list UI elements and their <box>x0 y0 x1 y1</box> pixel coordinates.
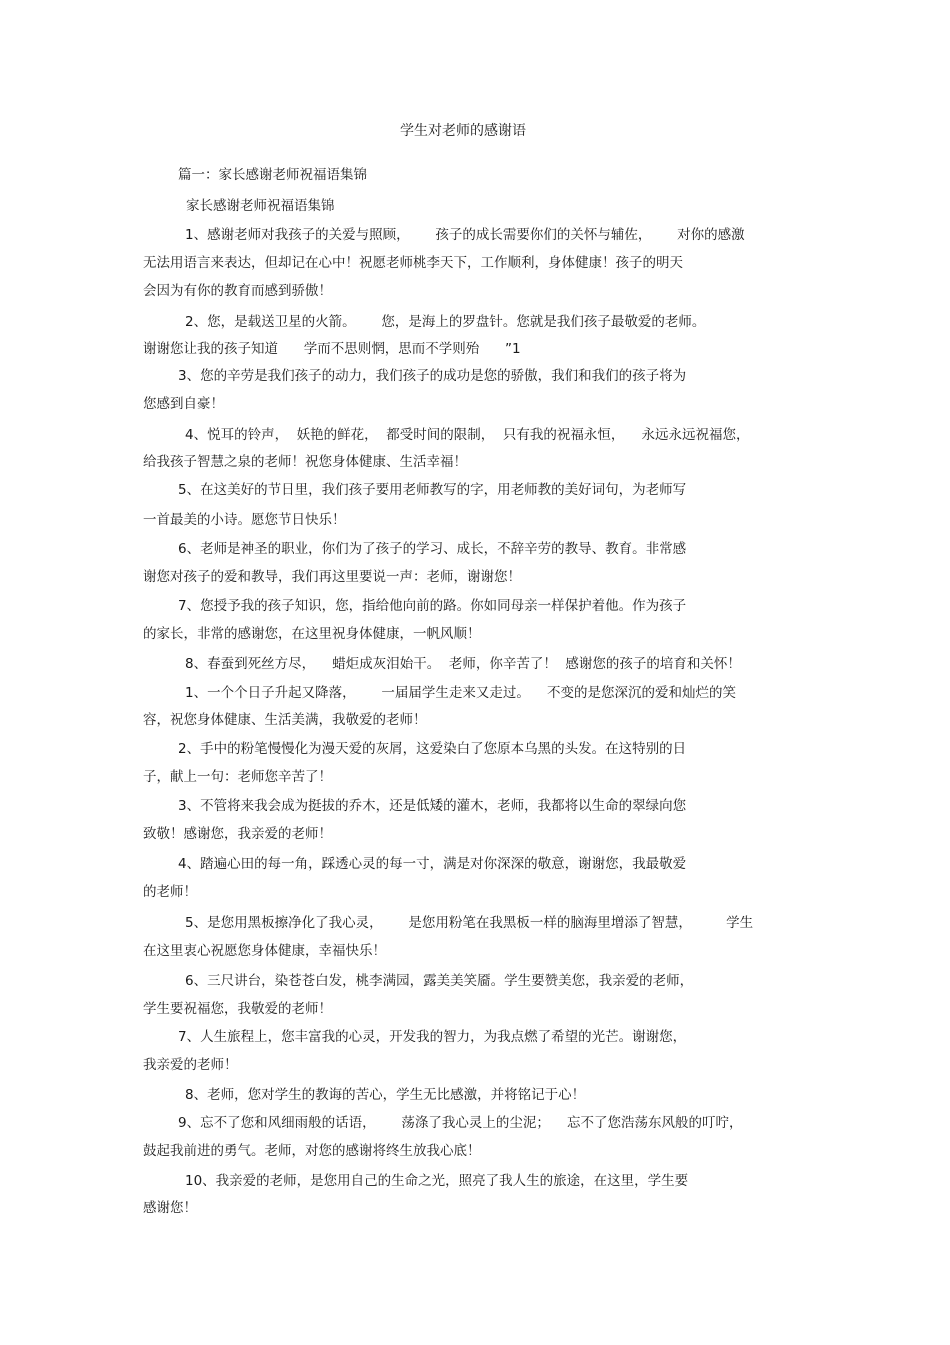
text-line: 3、不管将来我会成为挺拔的乔木，还是低矮的灌木，老师，我都将以生命的翠绿向您 <box>178 798 687 814</box>
text-line: 4、悦耳的铃声， 妖艳的鲜花， 都受时间的限制， 只有我的祝福永恒， 永远永远祝福您， <box>185 427 750 443</box>
text-line: 的家长，非常的感谢您，在这里祝身体健康，一帆风顺！ <box>143 626 481 642</box>
text-line: 感谢您！ <box>143 1200 197 1216</box>
text-line: 6、老师是神圣的职业，你们为了孩子的学习、成长，不辞辛劳的教导、教育。非常感 <box>178 541 687 557</box>
text-line: 7、人生旅程上，您丰富我的心灵，开发我的智力，为我点燃了希望的光芒。谢谢您， <box>178 1029 687 1045</box>
text-line: 10、我亲爱的老师，是您用自己的生命之光，照亮了我人生的旅途，在这里，学生要 <box>185 1173 689 1189</box>
text-line: 1、感谢老师对我孩子的关爱与照顾， 孩子的成长需要你们的关怀与辅佐， 对你的感激 <box>185 227 745 243</box>
text-line: 2、手中的粉笔慢慢化为漫天爱的灰屑，这爱染白了您原本乌黑的头发。在这特别的日 <box>178 741 687 757</box>
text-line: 6、三尺讲台，染苍苍白发，桃李满园，露美美笑靥。学生要赞美您，我亲爱的老师， <box>185 973 694 989</box>
text-line: 在这里衷心祝愿您身体健康，幸福快乐！ <box>143 943 386 959</box>
text-line: 给我孩子智慧之泉的老师！祝您身体健康、生活幸福！ <box>143 454 467 470</box>
text-line: 学生要祝福您，我敬爱的老师！ <box>143 1001 332 1017</box>
text-line: 4、踏遍心田的每一角，踩透心灵的每一寸，满是对你深深的敬意，谢谢您，我最敬爱 <box>178 856 687 872</box>
text-line: 2、您，是载送卫星的火箭。 您，是海上的罗盘针。您就是我们孩子最敬爱的老师。 <box>185 314 706 330</box>
text-line: 5、在这美好的节日里，我们孩子要用老师教写的字，用老师教的美好词句，为老师写 <box>178 482 687 498</box>
text-line: 8、老师，您对学生的教诲的苦心，学生无比感激，并将铭记于心！ <box>185 1087 586 1103</box>
text-line: 我亲爱的老师！ <box>143 1057 238 1073</box>
text-line: 5、是您用黑板擦净化了我心灵， 是您用粉笔在我黑板一样的脑海里增添了智慧， 学生 <box>185 915 754 931</box>
section-heading: 篇一：家长感谢老师祝福语集锦 <box>178 167 367 183</box>
text-line: 谢您对孩子的爱和教导，我们再这里要说一声：老师，谢谢您！ <box>143 569 521 585</box>
text-line: 谢谢您让我的孩子知道 学而不思则惘，思而不学则殆 ”1 <box>143 341 521 357</box>
page-title: 学生对老师的感谢语 <box>400 123 526 139</box>
text-line: 致敬！感谢您，我亲爱的老师！ <box>143 826 332 842</box>
text-line: 1、一个个日子升起又降落， 一届届学生走来又走过。 不变的是您深沉的爱和灿烂的笑 <box>185 685 737 701</box>
text-line: 子，献上一句：老师您辛苦了！ <box>143 769 332 785</box>
text-line: 的老师！ <box>143 884 197 900</box>
text-line: 您感到自豪！ <box>143 396 224 412</box>
text-line: 8、春蚕到死丝方尽， 蜡炬成灰泪始干。 老师，你辛苦了！ 感谢您的孩子的培育和关怀！ <box>185 656 741 672</box>
text-line: 鼓起我前进的勇气。老师，对您的感谢将终生放我心底！ <box>143 1143 481 1159</box>
text-line: 会因为有你的教育而感到骄傲！ <box>143 283 332 299</box>
text-line: 3、您的辛劳是我们孩子的动力，我们孩子的成功是您的骄傲，我们和我们的孩子将为 <box>178 368 687 384</box>
text-line: 7、您授予我的孩子知识，您，指给他向前的路。你如同母亲一样保护着他。作为孩子 <box>178 598 687 614</box>
text-line: 容，祝您身体健康、生活美满，我敬爱的老师！ <box>143 712 427 728</box>
text-line: 无法用语言来表达，但却记在心中！祝愿老师桃李天下，工作顺利，身体健康！孩子的明天 <box>143 255 683 271</box>
subheading: 家长感谢老师祝福语集锦 <box>186 198 335 214</box>
text-line: 9、忘不了您和风细雨般的话语， 荡涤了我心灵上的尘泥； 忘不了您浩荡东风般的叮咛， <box>178 1115 743 1131</box>
text-line: 一首最美的小诗。愿您节日快乐！ <box>143 512 346 528</box>
